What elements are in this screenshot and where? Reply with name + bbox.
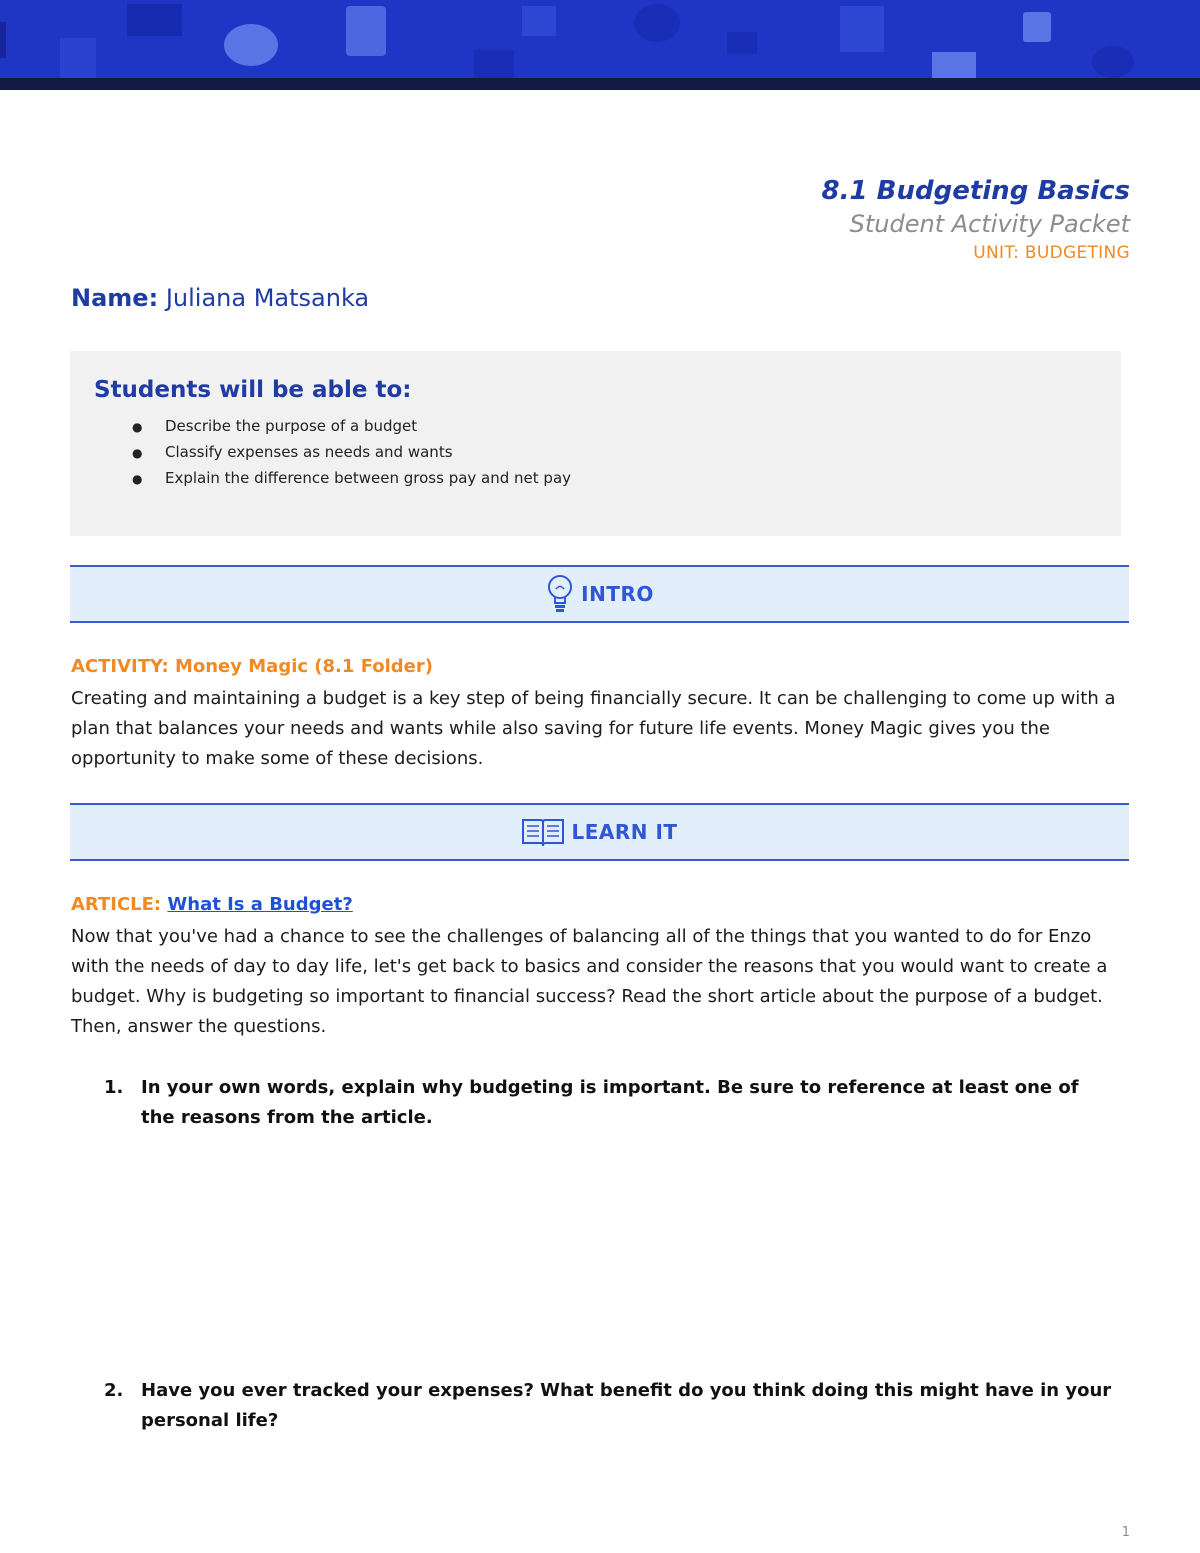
book-icon [521,816,565,848]
document-icon [346,6,386,56]
header-banner-bar [0,78,1200,90]
learn-paragraph: Now that you've had a chance to see the challenges of balancing all of the things that you wanted to do for Enzo with the needs of day to day life, let's get back to basics and consider the reasons that you would want to create a budget. Why is budgeting so important to financial success? Read the short article about the purpose of a budget. Then, answer the questions. [71,926,1108,1037]
learn-section-header [70,803,1129,861]
article-prefix: ARTICLE: [71,894,162,915]
piggy-bank-icon [1092,46,1134,78]
piggy-bank-icon [634,4,680,42]
name-label: Name: [71,284,159,312]
question-text: Have you ever tracked your expenses? What benefit do you think doing this might have in your personal life? [141,1380,1112,1431]
list-item: ● Explain the difference between gross pay and net pay [132,469,572,487]
lightbulb-icon [545,573,575,615]
list-item: ● Describe the purpose of a budget [132,417,418,435]
folder-icon [474,50,514,78]
question-number: 2. [104,1380,124,1401]
student-name [71,284,369,312]
intro-section-header [70,565,1129,623]
calculator-icon [1023,12,1051,42]
question-2 [104,1376,1114,1436]
name-value[interactable]: Juliana Matsanka [165,284,370,312]
question-1 [104,1073,1114,1133]
header-banner [0,0,1200,78]
intro-section-label: INTRO [581,582,654,606]
document-icon [60,38,96,78]
calculator-icon [840,6,884,52]
list-item: ● Classify expenses as needs and wants [132,443,453,461]
page-number: 1 [1121,1525,1130,1540]
calculator-icon [522,6,556,36]
learn-section-label: LEARN IT [571,820,678,844]
folder-icon [932,52,976,78]
objectives-list [132,414,571,492]
objectives-title: Students will be able to: [94,377,412,403]
activity-label: ACTIVITY: Money Magic (8.1 Folder) [71,656,433,677]
folder-icon [727,32,757,54]
doc-title: 8.1 Budgeting Basics [821,176,1130,206]
intro-paragraph: Creating and maintaining a budget is a key step of being financially secure. It can be challenging to come up with a plan that balances your needs and wants while also saving for future life events. Money Magic gives you the opportunity to make some of these decisions. [71,688,1116,769]
article-line [71,894,353,915]
question-number: 1. [104,1077,124,1098]
doc-unit: UNIT: BUDGETING [973,243,1130,263]
doc-subtitle: Student Activity Packet [849,210,1130,238]
article-link[interactable]: What Is a Budget? [167,894,353,915]
wallet-icon [127,4,182,36]
question-text: In your own words, explain why budgeting is important. Be sure to reference at least one of the reasons from the article. [141,1077,1079,1128]
title-block [822,174,1130,266]
piggy-bank-icon [224,24,278,66]
objectives-box [70,351,1121,536]
